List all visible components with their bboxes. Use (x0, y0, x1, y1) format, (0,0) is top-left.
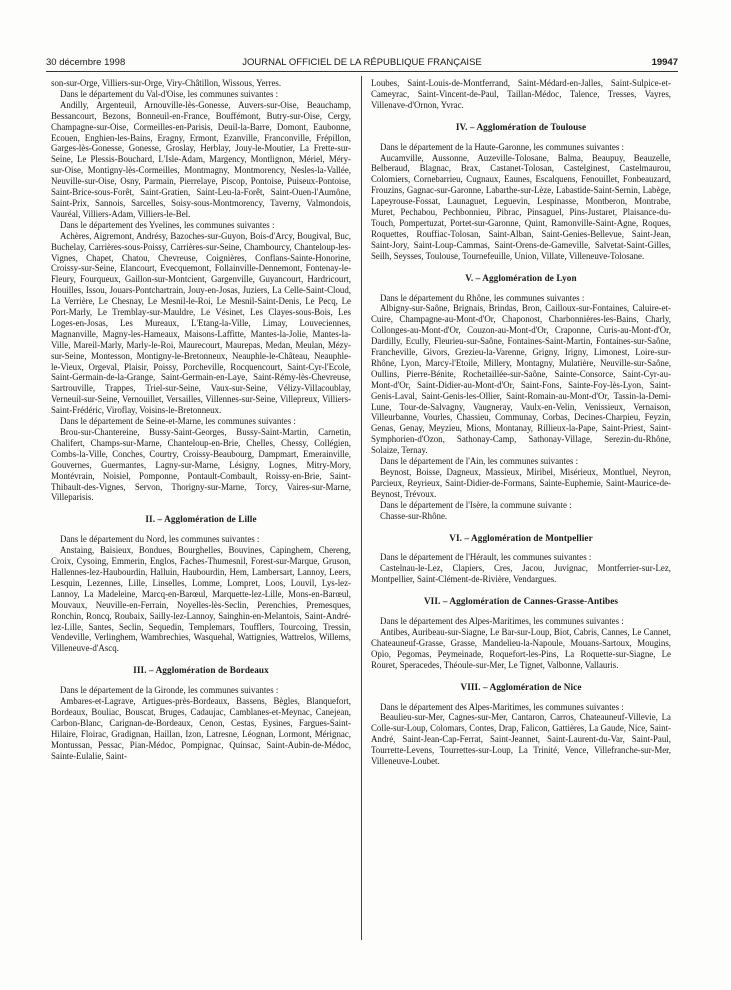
column-divider (361, 76, 362, 940)
section-heading: VII. – Agglomération de Cannes-Grasse-Antibes (423, 596, 619, 607)
commune-list: Achères, Aigremont, Andrésy, Bazoches-sur-Guyon, Bois-d'Arcy, Bougival, Buc, Buchelay, Carrières-sous-Poissy, Carrières-sur-Seine, Chambourcy, Chanteloup-les-Vignes, Chapet, Chatou, Chevreuse, Coignières, Conflans-Sainte-Honorine, Croissy-sur-Seine, Elancourt, Evecquemont, Follainville-Dennemont, Fontenay-le-Fleury, Fourqueux, Gaillon-sur-Montcient, Gargenville, Guyancourt, Hardricourt, Houilles, Issou, Jouars-Pontchartrain, Jouy-en-Josas, Juziers, La Celle-Saint-Cloud, La Verrière, Le Chesnay, Le Mesnil-le-Roi, Le Mesnil-Saint-Denis, Le Pecq, Le Port-Marly, Le Tremblay-sur-Mauldre, Le Vésinet, Les Clayes-sous-Bois, Les Loges-en-Josas, Les Mureaux, L'Etang-la-Ville, Limay, Louveciennes, Magnanville, Magny-les-Hameaux, Maisons-Laffitte, Mantes-la-Jolie, Mantes-la-Ville, Mareil-Marly, Marly-le-Roi, Maurecourt, Maurepas, Medan, Meulan, Mézy-sur-Seine, Montesson, Montigny-le-Bretonneux, Neauphle-le-Château, Neauphle-le-Vieux, Orgeval, Plaisir, Poissy, Porcheville, Rocquencourt, Saint-Cyr-l'Ecole, Saint-Germain-de-la-Grange, Saint-Germain-en-Laye, Saint-Rémy-lès-Chevreuse, Sartrouville, Trappes, Triel-sur-Seine, Vaux-sur-Seine, Vélizy-Villacoublay, Verneuil-sur-Seine, Vernouillet, Versailles, Villennes-sur-Seine, Villepreux, Villiers-Saint-Frédéric, Viroflay, Voisins-le-Bretonneux. (51, 230, 351, 416)
commune-list: Andilly, Argenteuil, Arnouville-lès-Gonesse, Auvers-sur-Oise, Beauchamp, Bessancourt, Bezons, Bonneuil-en-France, Bouffémont, Butry-sur-Oise, Cergy, Champagne-sur-Oise, Cormeilles-en-Parisis, Deuil-la-Barre, Domont, Eaubonne, Ecouen, Enghien-les-Bains, Eragny, Ermont, Ezanville, Franconville, Frépillon, Garges-lès-Gonesse, Gonesse, Groslay, Herblay, Jouy-le-Moutier, La Frette-sur-Seine, Le Plessis-Bouchard, L'Isle-Adam, Margency, Montlignon, Mériel, Méry-sur-Oise, Montigny-lès-Cormeilles, Montmagny, Montmorency, Nesles-la-Vallée, Neuville-sur-Oise, Osny, Parmain, Pierrelaye, Piscop, Pontoise, Puiseux-Pontoise, Saint-Brice-sous-Forêt, Saint-Gratien, Saint-Leu-la-Forêt, Saint-Ouen-l'Aumône, Saint-Prix, Sannois, Sarcelles, Soisy-sous-Montmorency, Taverny, Valmondois, Vauréal, Villiers-Adam, Villiers-le-Bel. (51, 99, 351, 219)
department-intro: Dans le département des Alpes-Maritimes, les communes suivantes : (380, 616, 624, 627)
commune-list: Brou-sur-Chantereine, Bussy-Saint-Georges, Bussy-Saint-Martin, Carnetin, Chalifert, Champs-sur-Marne, Chanteloup-en-Brie, Chelles, Chessy, Collégien, Combs-la-Ville, Conches, Courtry, Croissy-Beaubourg, Dampmart, Emerainville, Gouvernes, Guermantes, Lagny-sur-Marne, Lésigny, Lognes, Mitry-Mory, Montévrain, Noisiel, Pomponne, Pontault-Combault, Roissy-en-Brie, Saint-Thibault-des-Vignes, Servon, Thorigny-sur-Marne, Torcy, Vaires-sur-Marne, Villeparisis. (51, 427, 351, 503)
department-intro: Dans le département de l'Hérault, les communes suivantes : (380, 552, 592, 563)
page-number: 19947 (651, 57, 678, 68)
header-rule (46, 71, 678, 72)
department-intro: Dans le département des Yvelines, les communes suivantes : (60, 219, 275, 230)
continued-text: Loubes, Saint-Louis-de-Montferrand, Saint-Médard-en-Jalles, Saint-Sulpice-et-Cameyrac, Saint-Vincent-de-Paul, Taillan-Médoc, Talence, Tresses, Vayres, Villenave-d'Ornon, Yvrac. (371, 78, 671, 110)
department-intro: Dans le département de la Haute-Garonne, les communes suivantes : (380, 141, 624, 152)
section-heading: VI. – Agglomération de Montpellier (449, 532, 593, 543)
section-heading: V. – Agglomération de Lyon (465, 272, 577, 283)
right-column (371, 78, 671, 944)
commune-list: Beynost, Boisse, Dagneux, Massieux, Miribel, Misérieux, Montluel, Neyron, Parcieux, Reyrieux, Saint-Didier-de-Formans, Sainte-Euphemie, Saint-Maurice-de-Beynost, Trévoux. (371, 467, 671, 499)
section-heading: II. – Agglomération de Lille (145, 514, 257, 525)
issue-date: 30 décembre 1998 (46, 57, 126, 68)
commune-list: Aucamville, Aussonne, Auzeville-Tolosane, Balma, Beaupuy, Beauzelle, Belberaud, Blagnac, Brax, Castanet-Tolosan, Castelginest, Castelmaurou, Colomiers, Cornebarrieu, Cugnaux, Eaunes, Escalquens, Fenouillet, Fonbeauzard, Frouzins, Gagnac-sur-Garonne, Labarthe-sur-Lèze, Labastide-Saint-Sernin, Labège, Lapeyrouse-Fossat, Launaguet, Leguevin, Lespinasse, Montberon, Montrabe, Muret, Pechabou, Pechbonnieu, Pibrac, Pinsaguel, Pins-Justaret, Plaisance-du-Touch, Pompertuzat, Portet-sur-Garonne, Quint, Ramonville-Saint-Agne, Roques, Roquettes, Rouffiac-Tolosan, Saint-Alban, Saint-Genies-Bellevue, Saint-Jean, Saint-Jory, Saint-Loup-Cammas, Saint-Orens-de-Gameville, Salvetat-Saint-Gilles, Seilh, Seysses, Toulouse, Tournefeuille, Union, Villate, Villeneuve-Tolosane. (371, 152, 671, 261)
journal-title: JOURNAL OFFICIEL DE LA RÉPUBLIQUE FRANÇAISE (242, 57, 482, 68)
section-heading: VIII. – Agglomération de Nice (460, 681, 582, 692)
department-intro: Dans le département du Val-d'Oise, les communes suivantes : (60, 88, 279, 99)
continued-text: son-sur-Orge, Villiers-sur-Orge, Viry-Châtillon, Wissous, Yerres. (51, 78, 282, 88)
commune-list: Castelnau-le-Lez, Clapiers, Cres, Jacou, Juvignac, Montferrier-sur-Lez, Montpellier, Saint-Clément-de-Rivière, Vendargues. (371, 563, 671, 585)
section-heading: IV. – Agglomération de Toulouse (455, 121, 587, 132)
left-column (51, 78, 351, 944)
commune-list: Beaulieu-sur-Mer, Cagnes-sur-Mer, Cantaron, Carros, Chateauneuf-Villevie, La Colle-sur-Loup, Colomars, Contes, Drap, Falicon, Gattières, La Gaude, Nice, Saint-André, Saint-Jean-Cap-Ferrat, Saint-Jeannet, Saint-Laurent-du-Var, Saint-Paul, Tourrette-Levens, Tourrettes-sur-Loup, La Trinité, Vence, Villefranche-sur-Mer, Villeneuve-Loubet. (371, 712, 671, 767)
commune-list: Ambares-et-Lagrave, Artigues-près-Bordeaux, Bassens, Bègles, Blanquefort, Bordeaux, Bouliac, Bouscat, Bruges, Cadaujac, Camblanes-et-Meynac, Canejean, Carbon-Blanc, Carignan-de-Bordeaux, Cenon, Cestas, Eysines, Fargues-Saint-Hilaire, Floirac, Gradignan, Haillan, Izon, Latresne, Léognan, Lormont, Mérignac, Montussan, Pessac, Pian-Médoc, Pompignac, Quinsac, Saint-Aubin-de-Médoc, Sainte-Eulalie, Saint- (51, 696, 351, 761)
department-intro: Dans le département de la Gironde, les communes suivantes : (60, 685, 279, 696)
department-intro: Dans le département de l'Ain, les communes suivantes : (380, 456, 579, 467)
department-intro: Dans le département des Alpes-Maritimes, les communes suivantes : (380, 701, 624, 712)
commune-list: Albigny-sur-Saône, Brignais, Brindas, Bron, Cailloux-sur-Fontaines, Caluire-et-Cuire, Champagne-au-Mont-d'Or, Chaponost, Charbonnières-les-Bains, Charly, Collonges-au-Mont-d'Or, Couzon-au-Mont-d'Or, Craponne, Curis-au-Mont-d'Or, Dardilly, Ecully, Fleurieu-sur-Saône, Fontaines-Saint-Martin, Fontaines-sur-Saône, Francheville, Givors, Grezieu-la-Varenne, Grigny, Irigny, Limonest, Loire-sur-Rhône, Lyon, Marcy-l'Etoile, Millery, Montagny, Mulatière, Neuville-sur-Saône, Oullins, Pierre-Bénite, Rochetaillée-sur-Saône, Sainte-Consorce, Saint-Cyr-au-Mont-d'Or, Saint-Didier-au-Mont-d'Or, Saint-Fons, Sainte-Foy-lès-Lyon, Saint-Genis-Laval, Saint-Genis-les-Ollier, Saint-Romain-au-Mont-d'Or, Tassin-la-Demi-Lune, Tour-de-Salvagny, Vaugneray, Vaulx-en-Velin, Venissieux, Vernaison, Villeurbanne, Vourles, Chassieu, Communay, Corbas, Decines-Charpieu, Feyzin, Genas, Genay, Meyzieu, Mions, Montanay, Rillieux-la-Pape, Saint-Priest, Saint-Symphorien-d'Ozon, Sathonay-Camp, Sathonay-Village, Serezin-du-Rhône, Solaize, Ternay. (371, 303, 671, 456)
running-head (46, 57, 678, 71)
commune-list: Anstaing, Baisieux, Bondues, Bourghelles, Bouvines, Capinghem, Chereng, Croix, Cysoing, Emmerin, Englos, Faches-Thumesnil, Forest-sur-Marque, Gruson, Hallennes-lez-Haubourdin, Halluin, Haubourdin, Hem, Lambersart, Lannoy, Leers, Lesquin, Lezennes, Lille, Linselles, Lomme, Lompret, Loos, Louvil, Lys-lez-Lannoy, La Madeleine, Marcq-en-Barœul, Marquette-lez-Lille, Mons-en-Barœul, Mouvaux, Neuville-en-Ferrain, Noyelles-lès-Seclin, Perenchies, Premesques, Ronchin, Roncq, Roubaix, Sailly-lez-Lannoy, Sainghin-en-Melantois, Saint-André-lez-Lille, Santes, Seclin, Sequedin, Templemars, Toufflers, Tourcoing, Tressin, Vendeville, Verlinghem, Wambrechies, Wasquehal, Wattignies, Wattrelos, Willems, Villeneuve-d'Ascq. (51, 545, 351, 654)
department-intro: Dans le département du Rhône, les communes suivantes : (380, 292, 585, 303)
commune-list: Chasse-sur-Rhône. (380, 510, 448, 521)
section-heading: III. – Agglomération de Bordeaux (133, 665, 269, 676)
department-intro: Dans le département du Nord, les communes suivantes : (60, 534, 260, 545)
department-intro: Dans le département de Seine-et-Marne, les communes suivantes : (60, 416, 296, 427)
commune-list: Antibes, Auribeau-sur-Siagne, Le Bar-sur-Loup, Biot, Cabris, Cannes, Le Cannet, Chateauneuf-Grasse, Grasse, Mandelieu-la-Napoule, Mouans-Sartoux, Mougins, Opio, Pegomas, Peymeinade, Roquefort-les-Pins, La Roquette-sur-Siagne, Le Rouret, Speracedes, Théoule-sur-Mer, Le Tignet, Valbonne, Vallauris. (371, 626, 671, 670)
department-intro: Dans le département de l'Isère, la commune suivante : (380, 499, 572, 510)
